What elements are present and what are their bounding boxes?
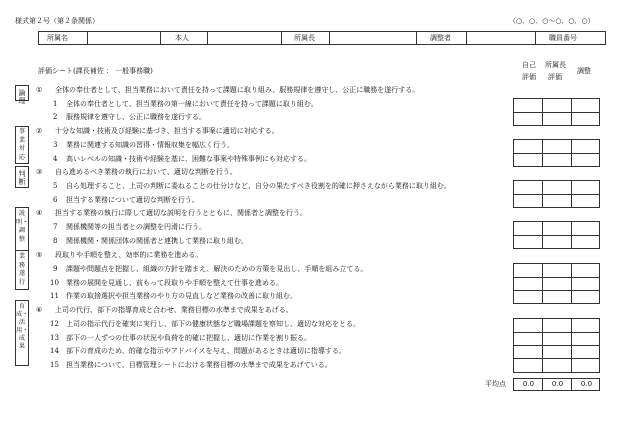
item-2-text: 服務規律を遵守し、公正に職務を遂行する。 [66,113,206,121]
item-5-text: 自ら処理すること、上司の判断に委ねることの仕分けなど、自分の果たすべき役割を的確に押さえながら業務に取り組む。 [66,182,451,190]
adjuster-value-cell[interactable] [467,32,536,44]
item-9-num: 9 [53,265,58,273]
average-row [513,378,600,391]
chief-eval-header-line1: 所属長 [545,61,566,69]
category-case-handling-label: 事業対応 [18,128,26,161]
score-grid-execution[interactable] [513,263,600,304]
header-row [38,31,606,45]
category-explain-adjust [15,207,29,255]
office-chief-label: 所属長 [294,34,315,42]
category-execution [15,250,29,290]
principle-2-text: 十分な知識・技術及び経験に基づき、担当する事案に適切に対応する。 [55,127,279,135]
office-name-label-cell [39,32,88,44]
staff-no-label: 職員番号 [549,34,577,42]
office-chief-value-cell[interactable] [330,32,417,44]
item-4-num: 4 [53,155,58,163]
self-eval-header-line1: 自己 [522,61,536,69]
item-12-num: 12 [50,320,59,328]
item-11-text: 作業の取捨選択や担当業務のやり方の見直しなど業務の改善に取り組む。 [66,292,297,300]
principle-4-text: 担当する業務の執行に際して適切な説明を行うとともに、関係者と調整を行う。 [55,209,307,217]
item-12-text: 上司の指示代行を確実に実行し、部下の健康状態など職場課題を察知し、適切な対応をとる。 [66,320,360,328]
item-7-text: 関係機関等の担当者との調整を円滑に行う。 [66,223,206,231]
principle-3-num: ③ [36,168,43,176]
form-date: （○．○．○～○．○．○） [509,17,595,25]
staff-no-label-cell [536,32,605,44]
item-3-num: 3 [53,141,58,149]
category-judgement [15,166,29,188]
score-grid-case-handling[interactable] [513,139,600,167]
category-development-label: 育成・活用・成果 [16,303,29,350]
average-label: 平均点 [485,380,506,388]
score-grid-judgement[interactable] [513,180,600,208]
principle-1-num: ① [36,86,43,94]
category-judgement-label: 判断 [18,170,26,186]
item-15-text: 担当業務について、目標管理シートにおける業務目標の水準まで成果をあげている。 [66,361,332,369]
chief-eval-header-line2: 評価 [548,73,562,81]
item-13-num: 13 [50,334,59,342]
item-8-num: 8 [53,237,58,245]
sheet-subtitle: 評価シート(課長補佐 ： 一般事務職) [38,67,153,75]
adjuster-label-cell [417,32,467,44]
item-5-num: 5 [53,182,58,190]
adjust-header: 調整 [577,67,591,75]
item-14-text: 部下の育成のため、的確な指示やアドバイスを与え、問題があるときは適切に指導する。 [66,347,346,355]
item-13-text: 部下の一人ずつの仕事の状況や負荷を的確に把握し、適切に作業を割り振る。 [66,334,311,342]
principle-6-text: 上司の代行、部下の指導育成と合わせ、業務目標の水準まで成果をあげる。 [55,306,293,314]
category-explain-adjust-label: 説明・調整 [16,210,29,243]
person-label: 本人 [175,34,189,42]
self-eval-header-line2: 評価 [522,73,536,81]
item-1-num: 1 [53,100,58,108]
score-grid-development[interactable] [513,318,600,373]
item-15-num: 15 [50,361,59,369]
item-11-num: 11 [50,292,59,300]
item-8-text: 関係機関・関係団体の関係者と連携して業務に取り組む。 [66,237,248,245]
category-development [15,300,29,366]
person-value-cell[interactable] [208,32,282,44]
adjuster-label: 調整者 [430,34,451,42]
item-2-num: 2 [53,113,58,121]
item-10-text: 業務の展開を見通し、前もって段取りや手順を整えて仕事を進める。 [66,279,283,287]
principle-5-num: ⑤ [36,251,43,259]
average-self: 0.0 [522,380,535,388]
principle-2-num: ② [36,127,43,135]
office-chief-label-cell [282,32,330,44]
person-label-cell [161,32,208,44]
average-adjust: 0.0 [580,380,593,388]
principle-1-text: 全体の奉仕者として、担当業務において責任を持って課題に取り組み、服務規律を遵守し、公正に職務を遂行する。 [55,86,420,94]
item-6-num: 6 [53,196,58,204]
category-execution-label: 業務遂行 [18,253,26,286]
category-case-handling [15,126,29,164]
principle-6-num: ⑥ [36,306,43,314]
category-ethics-label: 論理 [18,89,26,105]
item-4-text: 高いレベルの知識・技術や経験を基に、困難な事案や特殊事例にも対応する。 [66,155,311,163]
item-9-text: 課題や問題点を把握し、組織の方針を踏まえ、解決のための方策を見出し、手順を組み立てる。 [66,265,368,273]
average-chief: 0.0 [551,380,564,388]
score-grid-explain-adjust[interactable] [513,221,600,249]
score-grid-ethics[interactable] [513,98,600,126]
principle-5-text: 段取りや手順を整え、効率的に業務を進める。 [55,251,203,259]
form-number: 様式第２号（第２条関係） [15,17,99,25]
item-14-num: 14 [50,347,59,355]
office-name-label: 所属名 [47,34,68,42]
item-10-num: 10 [50,279,59,287]
item-6-text: 担当する業務について適切な判断を行う。 [66,196,199,204]
principle-4-num: ④ [36,209,43,217]
principle-3-text: 自ら進めるべき業務の執行において、適切な判断を行う。 [55,168,237,176]
category-ethics [15,85,29,105]
item-7-num: 7 [53,223,58,231]
item-3-text: 業務に関連する知識の習得・情報収集を幅広く行う。 [66,141,234,149]
office-name-value-cell[interactable] [88,32,161,44]
item-1-text: 全体の奉仕者として、担当業務の第一線において責任を持って課題に取り組む。 [66,100,318,108]
